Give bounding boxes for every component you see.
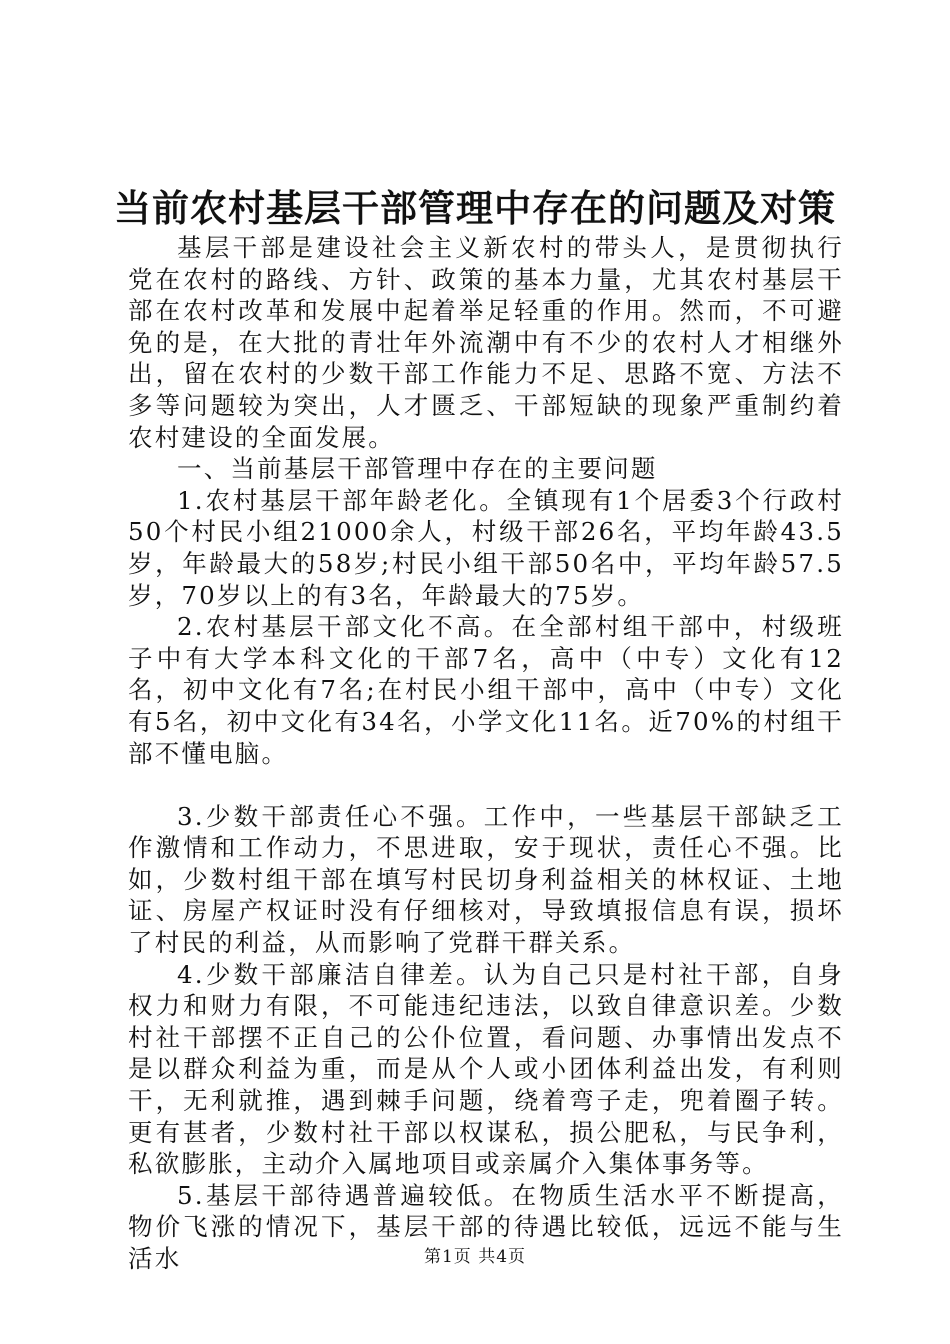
- paragraph-item-3: 3.少数干部责任心不强。工作中，一些基层干部缺乏工作激情和工作动力，不思进取，安于现状，责任心不强。比如，少数村组干部在填写村民切身利益相关的林权证、土地证、房屋产权证时没有仔细核对，导致填报信息有误，损坏了村民的利益，从而影响了党群干群关系。: [128, 801, 844, 958]
- paragraph-item-2: 2.农村基层干部文化不高。在全部村组干部中，村级班子中有大学本科文化的干部7名，高中（中专）文化有12名，初中文化有7名;在村民小组干部中，高中（中专）文化有5名，初中文化有34名，小学文化11名。近70%的村组干部不懂电脑。: [128, 612, 844, 768]
- document-title: 当前农村基层干部管理中存在的问题及对策: [114, 186, 836, 230]
- page-footer: 第1页 共4页: [423, 1247, 527, 1267]
- section-heading: 一、当前基层干部管理中存在的主要问题: [177, 454, 658, 484]
- paragraph-intro: 基层干部是建设社会主义新农村的带头人，是贯彻执行党在农村的路线、方针、政策的基本力量，尤其农村基层干部在农村改革和发展中起着举足轻重的作用。然而，不可避免的是，在大批的青壮年外流潮中有不少的农村人才相继外出，留在农村的少数干部工作能力不足、思路不宽、方法不多等问题较为突出，人才匮乏、干部短缺的现象严重制约着农村建设的全面发展。: [128, 233, 844, 452]
- paragraph-item-1: 1.农村基层干部年龄老化。全镇现有1个居委3个行政村50个村民小组21000余人，村级干部26名，平均年龄43.5岁，年龄最大的58岁;村民小组干部50名中，平均年龄57.5岁，70岁以上的有3名，年龄最大的75岁。: [128, 485, 844, 610]
- document-body: [128, 232, 844, 1275]
- paragraph-item-5: 5.基层干部待遇普遍较低。在物质生活水平不断提高，物价飞涨的情况下，基层干部的待遇比较低，远远不能与生活水: [128, 1180, 844, 1273]
- paragraph-item-4: 4.少数干部廉洁自律差。认为自己只是村社干部，自身权力和财力有限，不可能违纪违法，以致自律意识差。少数村社干部摆不正自己的公仆位置，看问题、办事情出发点不是以群众利益为重，而是从个人或小团体利益出发，有利则干，无利就推，遇到棘手问题，绕着弯子走，兜着圈子转。更有甚者，少数村社干部以权谋私，损公肥私，与民争利，私欲膨胀，主动介入属地项目或亲属介入集体事务等。: [128, 959, 844, 1179]
